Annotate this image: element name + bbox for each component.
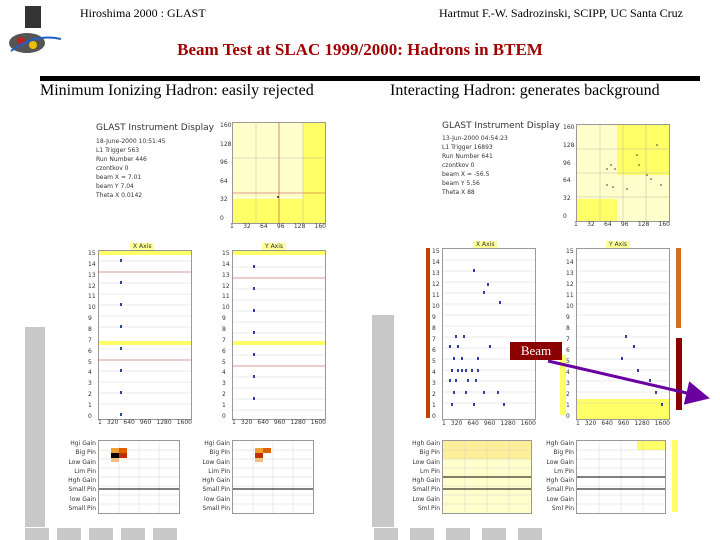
right-event-display — [360, 110, 720, 540]
left-side-bar — [25, 327, 45, 527]
right-y-axis-title: Y Axis — [606, 241, 630, 248]
tick: 5 — [88, 358, 92, 366]
tick: 96 — [276, 223, 285, 230]
cal-label: Small Pin — [202, 504, 230, 512]
cal-label: Big Pin — [419, 449, 440, 457]
right-top-plot — [576, 124, 670, 222]
info-line: Run Number 446 — [96, 156, 147, 163]
left-info-block — [96, 137, 166, 200]
tick: 12 — [432, 281, 440, 288]
tick: 0 — [222, 412, 226, 420]
cal-label: Big Pin — [553, 449, 574, 457]
tick: 9 — [88, 315, 92, 323]
tick: 7 — [222, 336, 226, 344]
layer-grid — [443, 249, 535, 419]
tick: 64 — [220, 177, 228, 185]
tick: 13 — [432, 270, 440, 277]
tick: 6 — [222, 347, 226, 355]
cal-label: Small Pin — [546, 486, 574, 494]
cal-label: Hgh Gain — [412, 440, 440, 447]
header-left: Hiroshima 2000 : GLAST — [80, 6, 206, 20]
tick: 1280 — [634, 420, 650, 427]
cal-label: Small Pin — [412, 486, 440, 494]
tick: 320 — [450, 420, 463, 427]
right-x-strip-ticks — [442, 420, 536, 427]
tick: 6 — [432, 347, 436, 354]
right-info-block — [442, 134, 508, 197]
info-line: czontkov 0 — [96, 165, 129, 172]
tick: 32 — [220, 196, 228, 204]
tick: 160 — [658, 221, 670, 228]
tick: 32 — [587, 221, 595, 228]
right-cal-labels-y — [538, 440, 574, 512]
left-cal-labels-x — [60, 440, 96, 512]
tick: 96 — [563, 159, 571, 167]
tick: 14 — [88, 260, 96, 268]
tick: 2 — [222, 391, 226, 399]
tick: 5 — [432, 358, 436, 365]
layer-grid — [233, 251, 325, 419]
tick: 320 — [240, 419, 253, 426]
right-y-orange-strip — [676, 248, 681, 328]
cal-label: Low Gain — [202, 458, 230, 466]
tick: 64 — [260, 223, 268, 230]
tick: 15 — [222, 250, 230, 257]
tick: 640 — [257, 419, 269, 426]
tick: 8 — [222, 326, 226, 334]
right-cal-yellow-strip — [672, 440, 678, 512]
tick: 0 — [88, 412, 92, 420]
tick: 9 — [222, 315, 226, 323]
tick: 96 — [620, 221, 629, 228]
tick: 5 — [222, 358, 226, 366]
tick: 13 — [222, 271, 230, 279]
right-x-layer-ticks — [432, 248, 440, 420]
tick: 0 — [566, 413, 570, 420]
tick: 160 — [314, 223, 326, 230]
right-x-layer-plot — [442, 248, 536, 420]
tick: 2 — [566, 391, 570, 398]
tick: 13 — [88, 271, 96, 279]
tick: 160 — [220, 122, 232, 129]
tick: 320 — [584, 420, 597, 427]
beam-label: Beam — [520, 343, 552, 358]
tick: 12 — [88, 282, 96, 290]
left-y-layer-plot — [232, 250, 326, 420]
tick: 128 — [293, 223, 306, 230]
left-cal-plot-x — [98, 440, 180, 514]
cal-label: Low Gain — [546, 495, 574, 503]
tick: 128 — [220, 140, 232, 148]
cal-label: Low Gain — [546, 458, 574, 466]
tick: 320 — [106, 419, 119, 426]
cal-label: Small Pin — [202, 486, 230, 494]
tick: 7 — [566, 336, 570, 343]
tick: 7 — [432, 336, 436, 343]
info-line: czontkov 0 — [442, 162, 475, 169]
cal-label: Low Gain — [412, 495, 440, 503]
tick: 0 — [563, 212, 567, 220]
tick: 1 — [574, 221, 578, 228]
tick: 1 — [576, 420, 580, 427]
left-display-title: GLAST Instrument Display — [96, 123, 214, 133]
tick: 64 — [604, 221, 612, 228]
info-line: L1 Trigger 563 — [96, 147, 140, 154]
tick: 5 — [566, 358, 570, 365]
tick: 1600 — [176, 419, 192, 426]
tick: 0 — [432, 413, 436, 420]
tick: 1600 — [310, 419, 326, 426]
tick: 15 — [432, 248, 440, 255]
tick: 15 — [566, 248, 574, 255]
tick: 3 — [566, 380, 570, 387]
cal-grid — [577, 441, 665, 513]
tick: 8 — [566, 325, 570, 332]
tick: 12 — [566, 281, 574, 288]
cal-label: Small Pin — [68, 504, 96, 512]
tick: 14 — [222, 260, 230, 268]
tick: 4 — [566, 369, 570, 376]
cal-label: Hgh Gain — [546, 440, 574, 447]
tick: 1 — [232, 419, 236, 426]
title-rule — [40, 76, 700, 81]
cal-label: Hgi Gain — [70, 440, 96, 447]
right-top-y-ticks — [563, 124, 574, 220]
layer-grid — [99, 251, 191, 419]
cal-grid — [99, 441, 179, 513]
cal-label: Low Gain — [412, 458, 440, 466]
tick: 32 — [563, 195, 571, 203]
right-bottom-bars — [374, 528, 564, 540]
right-display-title: GLAST Instrument Display — [442, 121, 560, 131]
left-y-strip-ticks — [232, 419, 326, 426]
tick: 1280 — [500, 420, 516, 427]
tick: 32 — [243, 223, 251, 230]
info-line: Run Number 641 — [442, 153, 493, 160]
tick: 14 — [432, 259, 440, 266]
tick: 10 — [566, 303, 574, 310]
beam-arrow-icon — [540, 355, 716, 405]
tick: 9 — [432, 314, 436, 321]
left-y-axis-title: Y Axis — [262, 243, 286, 250]
cal-label: Hgh Gain — [68, 477, 96, 485]
tick: 960 — [273, 419, 286, 426]
cal-label: Hgh Gain — [412, 477, 440, 485]
cal-label: Sml Pin — [417, 504, 440, 512]
info-line: beam Y 7.04 — [96, 183, 134, 190]
tick: 11 — [88, 293, 96, 301]
cal-grid — [443, 441, 531, 513]
tick: 11 — [566, 292, 574, 299]
tick: 1600 — [654, 420, 670, 427]
top-plot-grid — [233, 123, 325, 223]
tick: 1 — [230, 223, 234, 230]
tick: 160 — [563, 124, 575, 131]
left-x-strip-ticks — [98, 419, 192, 426]
cal-grid — [233, 441, 313, 513]
top-plot-grid — [577, 125, 669, 221]
tick: 11 — [432, 292, 440, 299]
cal-label: Big Pin — [209, 449, 230, 457]
tick: 7 — [88, 336, 92, 344]
tick: 640 — [123, 419, 135, 426]
tick: 4 — [432, 369, 436, 376]
left-bottom-bars — [25, 528, 185, 540]
cal-label: Hgh Gain — [202, 477, 230, 485]
cal-label: Lim Pin — [74, 467, 96, 475]
cal-label: Lim Pin — [208, 467, 230, 475]
tick: 10 — [88, 304, 96, 312]
info-line: 13-Jun-2000 04:54:23 — [442, 135, 508, 142]
tick: 15 — [88, 250, 96, 257]
tick: 2 — [88, 391, 92, 399]
tick: 64 — [563, 177, 571, 185]
info-line: Theta X 88 — [442, 189, 475, 196]
tick: 12 — [222, 282, 230, 290]
tick: 960 — [483, 420, 496, 427]
info-line: beam X = -56.5 — [442, 171, 490, 178]
cal-label: Lm Pin — [553, 467, 574, 475]
cal-label: Hgh Gain — [546, 477, 574, 485]
right-top-x-ticks — [574, 221, 670, 228]
info-line: beam Y 5.56 — [442, 180, 480, 187]
right-y-strip-ticks — [576, 420, 670, 427]
info-line: L1 Trigger 16893 — [442, 144, 493, 151]
cal-label: Big Pin — [75, 449, 96, 457]
cal-label: Low Gain — [68, 458, 96, 466]
tick: 960 — [617, 420, 630, 427]
left-top-plot — [232, 122, 326, 224]
tick: 128 — [563, 141, 575, 149]
cal-label: Lm Pin — [419, 467, 440, 475]
tick: 1 — [442, 420, 446, 427]
tick: 6 — [88, 347, 92, 355]
info-line: Theta X 0.0142 — [96, 192, 143, 199]
left-y-layer-ticks — [222, 250, 230, 420]
cal-label: Sml Pin — [551, 504, 574, 512]
cal-label: Hgi Gain — [204, 440, 230, 447]
left-event-display — [0, 110, 360, 540]
tick: 10 — [432, 303, 440, 310]
tick: 1 — [88, 402, 92, 410]
left-top-x-ticks — [230, 223, 326, 230]
tick: 1280 — [290, 419, 306, 426]
tick: 4 — [88, 369, 92, 377]
right-cal-plot-x — [442, 440, 532, 514]
left-x-axis-title: X Axis — [130, 243, 154, 250]
right-cal-labels-x — [404, 440, 440, 512]
right-subtitle: Interacting Hadron: generates background — [390, 82, 660, 99]
tick: 11 — [222, 293, 230, 301]
tick: 1600 — [520, 420, 536, 427]
tick: 3 — [88, 380, 92, 388]
tick: 1 — [222, 402, 226, 410]
cal-label: low Gain — [70, 495, 96, 503]
left-subtitle: Minimum Ionizing Hadron: easily rejected — [40, 82, 314, 99]
cal-label: Small Pin — [68, 486, 96, 494]
left-x-layer-ticks — [88, 250, 96, 420]
cal-label: low Gain — [204, 495, 230, 503]
right-cal-plot-y — [576, 440, 666, 514]
tick: 640 — [467, 420, 479, 427]
tick: 128 — [637, 221, 650, 228]
tick: 640 — [601, 420, 613, 427]
tick: 9 — [566, 314, 570, 321]
left-x-layer-plot — [98, 250, 192, 420]
tick: 8 — [432, 325, 436, 332]
left-top-y-ticks — [220, 122, 230, 222]
tick: 4 — [222, 369, 226, 377]
info-line: beam X = 7.01 — [96, 174, 142, 181]
left-cal-plot-y — [232, 440, 314, 514]
left-cal-labels-y — [194, 440, 230, 512]
tick: 960 — [139, 419, 152, 426]
right-x-axis-title: X Axis — [473, 241, 497, 248]
page-title: Beam Test at SLAC 1999/2000: Hadrons in BTEM — [177, 40, 543, 59]
tick: 3 — [222, 380, 226, 388]
tick: 1 — [566, 402, 570, 409]
tick: 8 — [88, 326, 92, 334]
right-x-strip-bar — [426, 248, 430, 418]
tick: 1 — [432, 402, 436, 409]
right-side-bar — [372, 315, 394, 527]
tick: 3 — [432, 380, 436, 387]
tick: 0 — [220, 214, 224, 222]
tick: 13 — [566, 270, 574, 277]
tick: 1 — [98, 419, 102, 426]
header-right: Hartmut F.-W. Sadrozinski, SCIPP, UC Santa Cruz — [439, 6, 683, 20]
tick: 14 — [566, 259, 574, 266]
tick: 2 — [432, 391, 436, 398]
tick: 96 — [220, 159, 228, 167]
info-line: 18-June-2000 10:51:45 — [96, 138, 166, 145]
tick: 10 — [222, 304, 230, 312]
tick: 6 — [566, 347, 570, 354]
tick: 1280 — [156, 419, 172, 426]
